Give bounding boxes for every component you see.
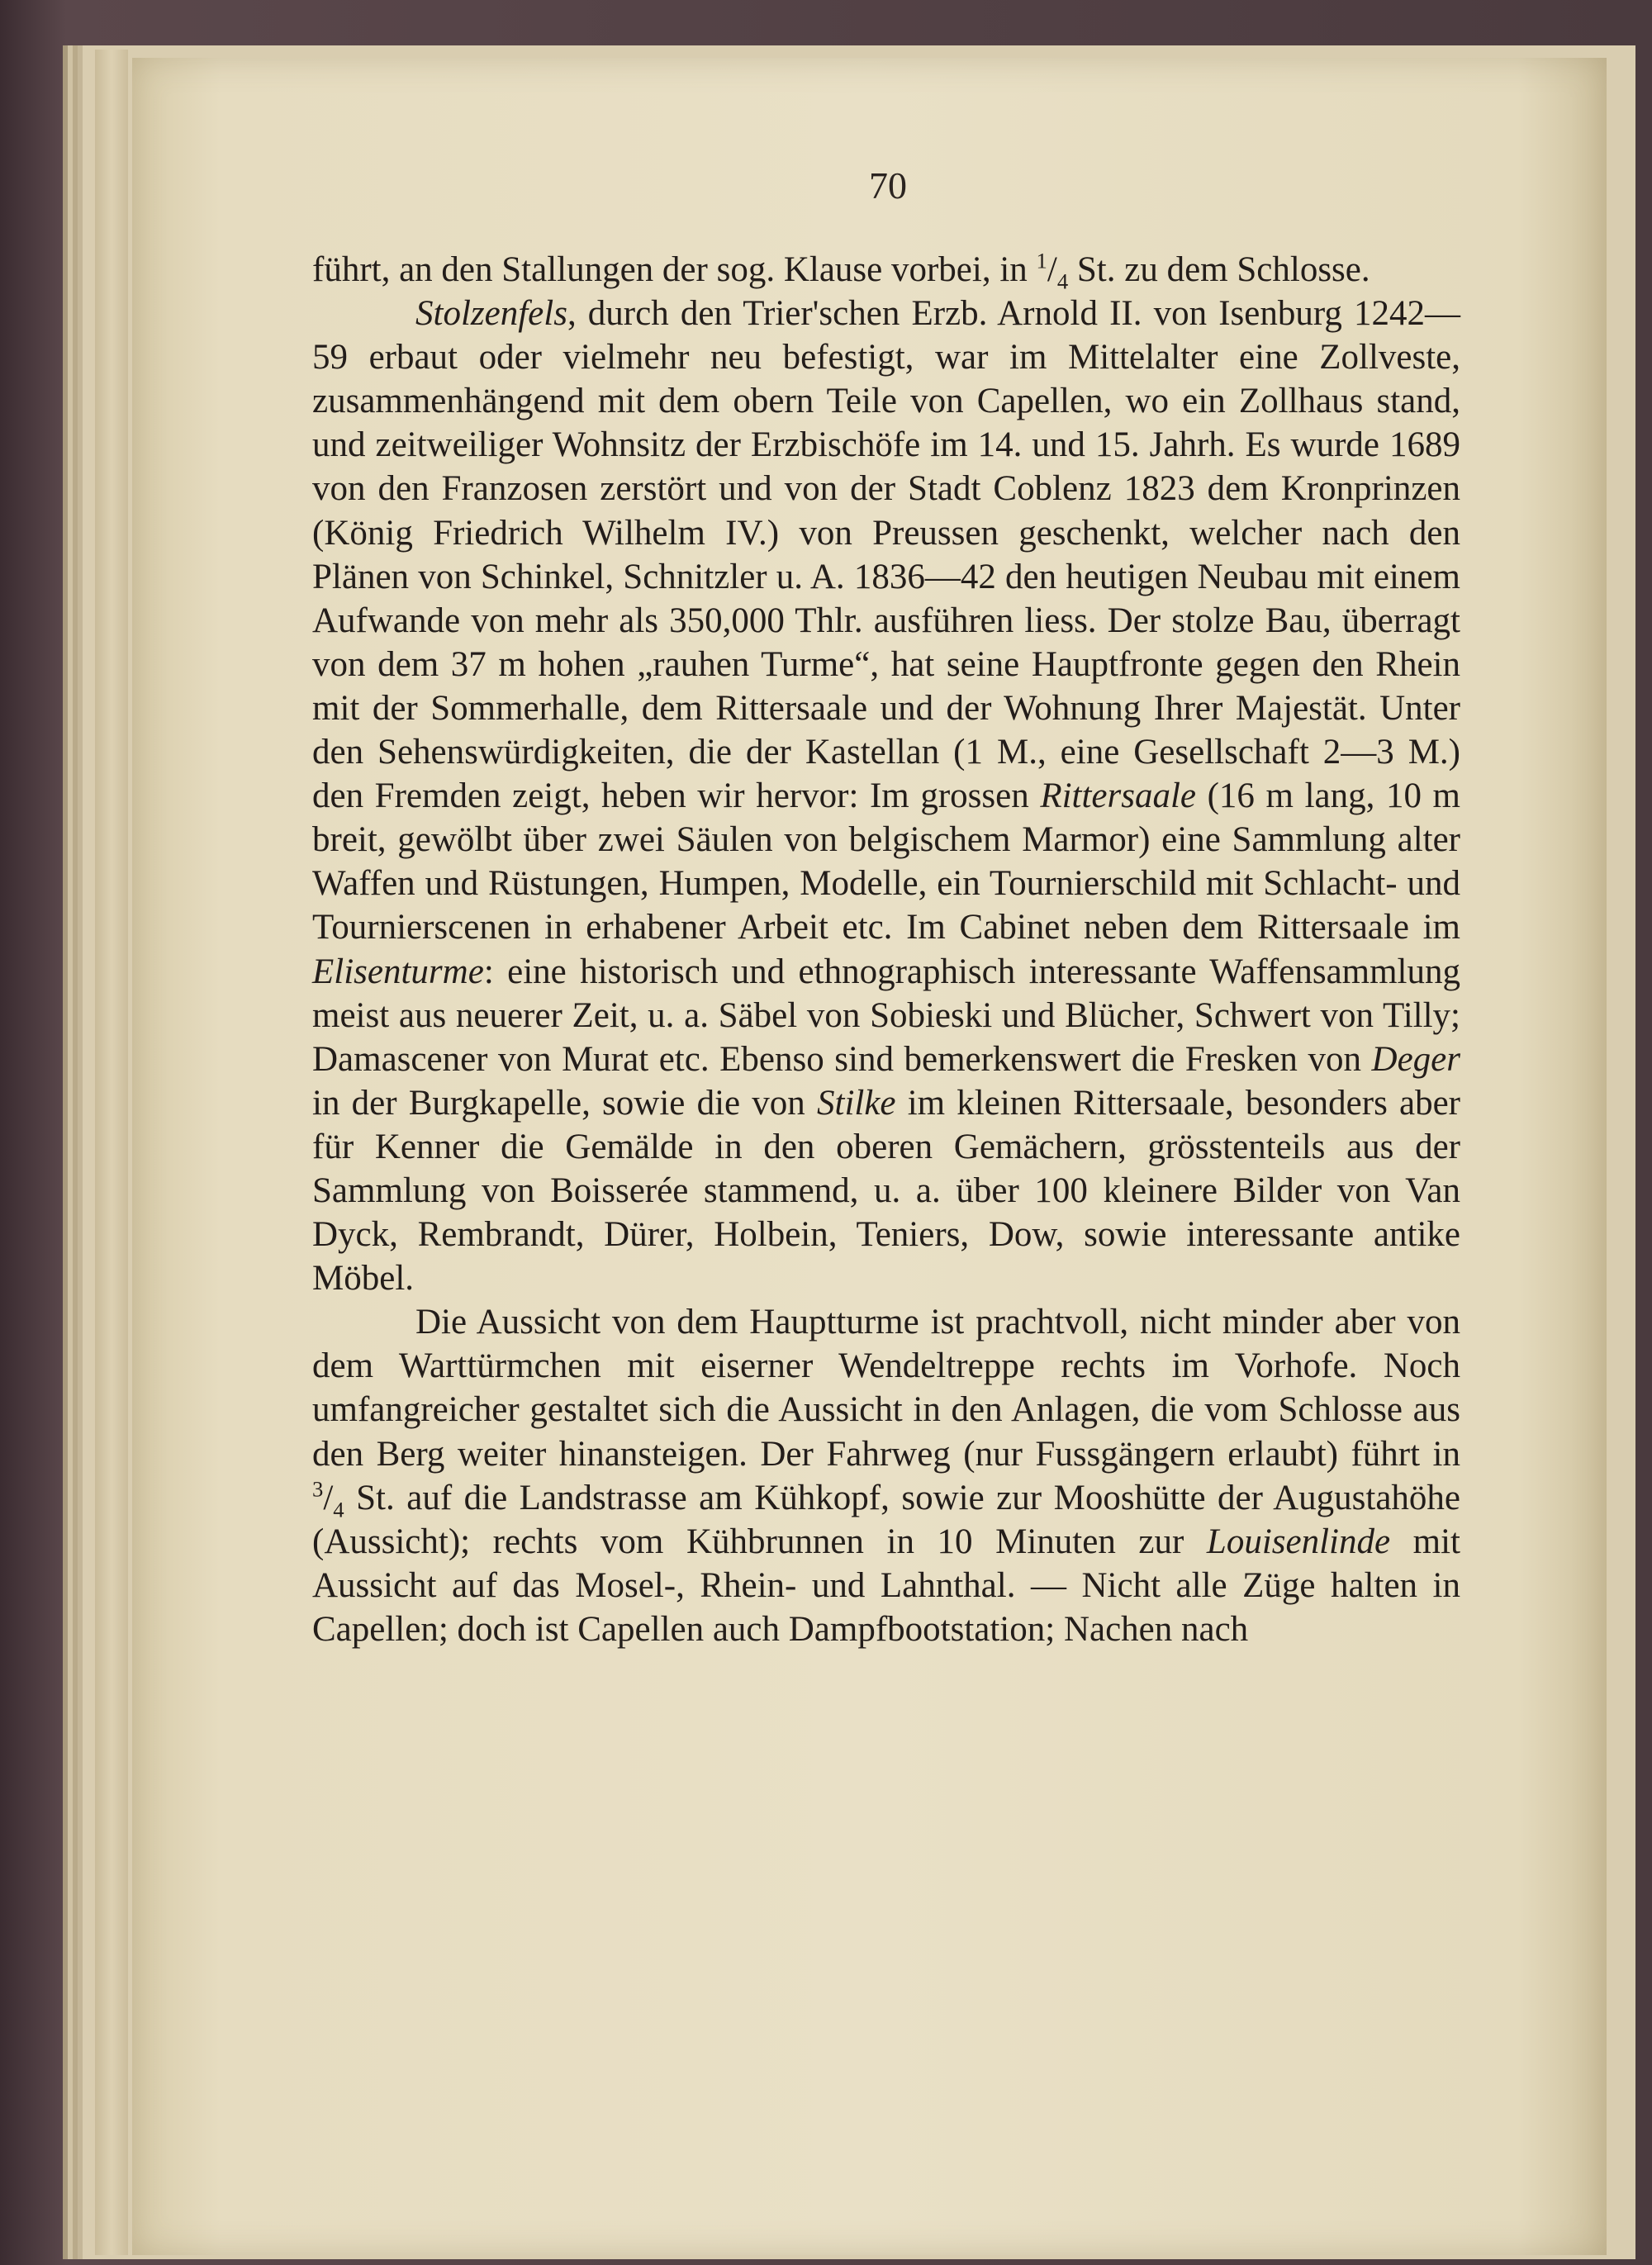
text-run: / <box>1047 250 1057 289</box>
paragraph <box>312 292 1460 1300</box>
paragraph <box>312 1300 1460 1651</box>
text-run: : eine historisch und ethnographisch interessante Waffensammlung meist aus neuerer Zeit, u. a. Säbel von Sobieski und Blücher, Schwert von Tilly; Damascener von Murat etc. Ebenso sind bemerkenswert die Fresken von <box>312 952 1460 1079</box>
body-text <box>312 248 1460 1651</box>
text-run: St. auf die Landstrasse am Kühkopf, sowie zur Mooshütte der Augustahöhe (Aussicht); rechts vom Kühbrunnen in 10 Minuten zur <box>312 1478 1460 1561</box>
text-run: im kleinen Rittersaale, besonders aber für Kenner die Gemälde in den oberen Gemächern, grösstenteils aus der Sammlung von Boisserée stammend, u. a. über 100 kleinere Bilder von Van Dyck, Rembrandt, Dürer, Holbein, Teniers, Dow, sowie interessante antike Möbel. <box>312 1083 1461 1299</box>
text-run: in der Burgkapelle, sowie die von <box>312 1083 817 1123</box>
text-run: Die Aussicht von dem Hauptturme ist prachtvoll, nicht minder aber von dem Warttürmchen mit eiserner Wendeltreppe rechts im Vorhofe. Noch umfangreicher gestaltet sich die Aussicht in den Anlagen, die vom Schlosse aus den Berg weiter hinansteigen. Der Fahrweg (nur Fussgängern erlaubt) führt in <box>312 1303 1460 1474</box>
fraction-part: 1 <box>1036 248 1047 273</box>
page-number: 70 <box>869 164 907 207</box>
fraction-part: 4 <box>1056 268 1069 294</box>
italic-term: Deger <box>1371 1039 1460 1079</box>
italic-term: Stilke <box>817 1083 896 1123</box>
binding-strip <box>95 50 128 2255</box>
text-run: (16 m lang, 10 m breit, gewölbt über zwei Säulen von belgischem Marmor) eine Sammlung alter Waffen und Rüstungen, Humpen, Modelle, ein Tournierschild mit Schlacht- und Tournierscenen in erhabener Arbeit etc. Im Cabinet neben dem Rittersaale im <box>312 776 1460 947</box>
italic-term: Stolzenfels <box>415 294 567 334</box>
paragraph <box>312 248 1460 292</box>
text-run: / <box>323 1478 334 1517</box>
fraction-part: 4 <box>333 1497 344 1522</box>
text-run: mit Aussicht auf das Mosel-, Rhein- und Lahnthal. — Nicht alle Züge halten in Capellen; doch ist Capellen auch Dampfbootstation; Nachen nach <box>312 1522 1461 1649</box>
text-run: , durch den Trier'schen Erzb. Arnold II. von Isenburg 1242—59 erbaut oder vielmehr neu befestigt, war im Mittelalter eine Zollveste, zusammenhängend mit dem obern Teile von Capellen, wo ein Zollhaus stand, und zeitweiliger Wohnsitz der Erzbischöfe im 14. und 15. Jahrh. Es wurde 1689 von den Franzosen zerstört und von der Stadt Coblenz 1823 dem Kronprinzen (König Friedrich Wilhelm IV.) von Preussen geschenkt, welcher nach den Plänen von Schinkel, Schnitzler u. A. 1836—42 den heutigen Neubau mit einem Aufwande von mehr als 350,000 Thlr. ausführen liess. Der stolze Bau, überragt von dem 37 m hohen „rauhen Turme“, hat seine Hauptfronte gegen den Rhein mit der Sommerhalle, dem Rittersaale und der Wohnung Ihrer Majestät. Unter den Sehenswürdigkeiten, die der Kastellan (1 M., eine Gesellschaft 2—3 M.) den Fremden zeigt, heben wir hervor: Im grossen <box>312 294 1460 816</box>
fraction-part: 3 <box>312 1476 324 1502</box>
italic-term: Rittersaale <box>1040 776 1197 816</box>
italic-term: Louisenlinde <box>1206 1522 1391 1561</box>
text-run: St. zu dem Schlosse. <box>1068 250 1370 289</box>
text-run: führt, an den Stallungen der sog. Klause vorbei, in <box>312 250 1037 289</box>
italic-term: Elisenturme <box>312 952 484 991</box>
